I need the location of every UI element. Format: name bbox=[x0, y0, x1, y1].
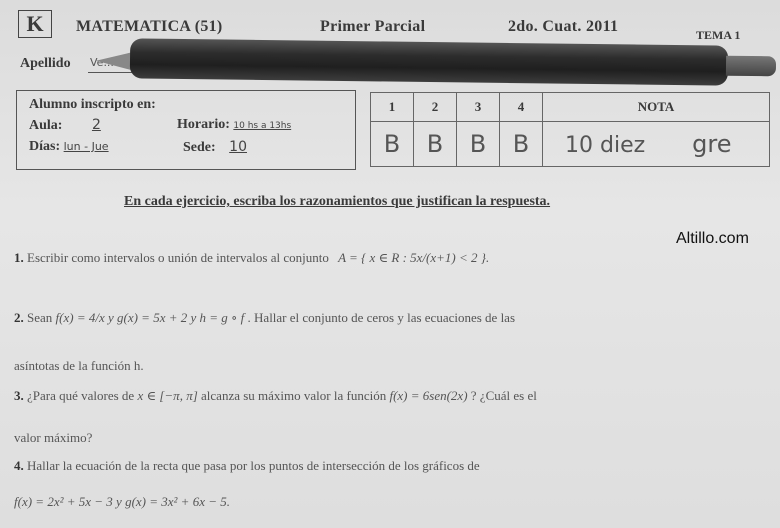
grade-header-1: 1 bbox=[371, 93, 414, 122]
watermark: Altillo.com bbox=[676, 230, 749, 247]
question-3-cont: valor máximo? bbox=[14, 430, 93, 445]
apellido-value: Ve... bbox=[90, 56, 114, 69]
dias-value: lun - Jue bbox=[63, 140, 109, 153]
question-4 bbox=[14, 458, 480, 474]
sede-value: 10 bbox=[229, 139, 247, 155]
apellido-label: Apellido bbox=[20, 56, 71, 71]
enrollment-box bbox=[16, 90, 356, 170]
question-3 bbox=[14, 388, 537, 404]
subject-title: MATEMATICA (51) bbox=[76, 18, 223, 35]
question-2-text-a: Sean bbox=[27, 310, 53, 325]
question-2 bbox=[14, 310, 515, 326]
horario-value: 10 hs a 13hs bbox=[233, 121, 292, 131]
question-4-text: Hallar la ecuación de la recta que pasa por los puntos de intersección de los gráficos de bbox=[27, 458, 480, 473]
question-3-math-a: x ∈ [−π, π] bbox=[137, 388, 198, 403]
pen-body bbox=[130, 38, 728, 85]
pen-cap bbox=[726, 56, 776, 77]
grade-value-2: B bbox=[414, 122, 457, 167]
question-2-text-b: . Hallar el conjunto de ceros y las ecuaciones de las bbox=[247, 310, 516, 325]
pen-tip bbox=[96, 52, 132, 70]
term-label: 2do. Cuat. 2011 bbox=[508, 18, 619, 35]
teacher-signature: gre bbox=[692, 130, 732, 158]
dias-label: Días: bbox=[29, 139, 61, 154]
question-1-number: 1. bbox=[14, 250, 24, 265]
question-1 bbox=[14, 250, 489, 266]
exam-badge: K bbox=[18, 10, 52, 38]
question-3-number: 3. bbox=[14, 388, 24, 403]
question-1-text: Escribir como intervalos o unión de intervalos al conjunto bbox=[27, 250, 329, 265]
grades-table bbox=[370, 92, 770, 167]
grade-header-3: 3 bbox=[457, 93, 500, 122]
nota-value: 10 diez bbox=[565, 133, 646, 158]
question-3-math-b: f(x) = 6sen(2x) bbox=[389, 388, 468, 403]
question-2-cont: asíntotas de la función h. bbox=[14, 358, 144, 373]
sede-label: Sede: bbox=[183, 140, 216, 155]
question-1-math: A = { x ∈ R : 5x/(x+1) < 2 }. bbox=[338, 250, 490, 265]
grade-value-1: B bbox=[371, 122, 414, 167]
question-4-math: f(x) = 2x² + 5x − 3 y g(x) = 3x² + 6x − 5. bbox=[14, 494, 230, 509]
exam-title: Primer Parcial bbox=[320, 18, 426, 35]
instructions: En cada ejercicio, escriba los razonamientos que justifican la respuesta. bbox=[124, 194, 551, 209]
grade-header-nota: NOTA bbox=[543, 93, 770, 122]
nota-cell bbox=[543, 122, 770, 167]
tema-label: TEMA 1 bbox=[696, 28, 741, 42]
question-3-text-c: ? ¿Cuál es el bbox=[470, 388, 537, 403]
aula-label: Aula: bbox=[29, 118, 63, 133]
horario-label: Horario: bbox=[177, 117, 230, 132]
grade-header-2: 2 bbox=[414, 93, 457, 122]
grade-header-4: 4 bbox=[500, 93, 543, 122]
grade-value-3: B bbox=[457, 122, 500, 167]
question-2-math: f(x) = 4/x y g(x) = 5x + 2 y h = g ∘ f bbox=[55, 310, 245, 325]
question-2-number: 2. bbox=[14, 310, 24, 325]
aula-value: 2 bbox=[91, 117, 101, 133]
question-3-text-b: alcanza su máximo valor la función bbox=[201, 388, 387, 403]
question-3-text-a: ¿Para qué valores de bbox=[27, 388, 135, 403]
grade-value-4: B bbox=[500, 122, 543, 167]
enrollment-heading: Alumno inscripto en: bbox=[29, 97, 156, 112]
question-4-number: 4. bbox=[14, 458, 24, 473]
